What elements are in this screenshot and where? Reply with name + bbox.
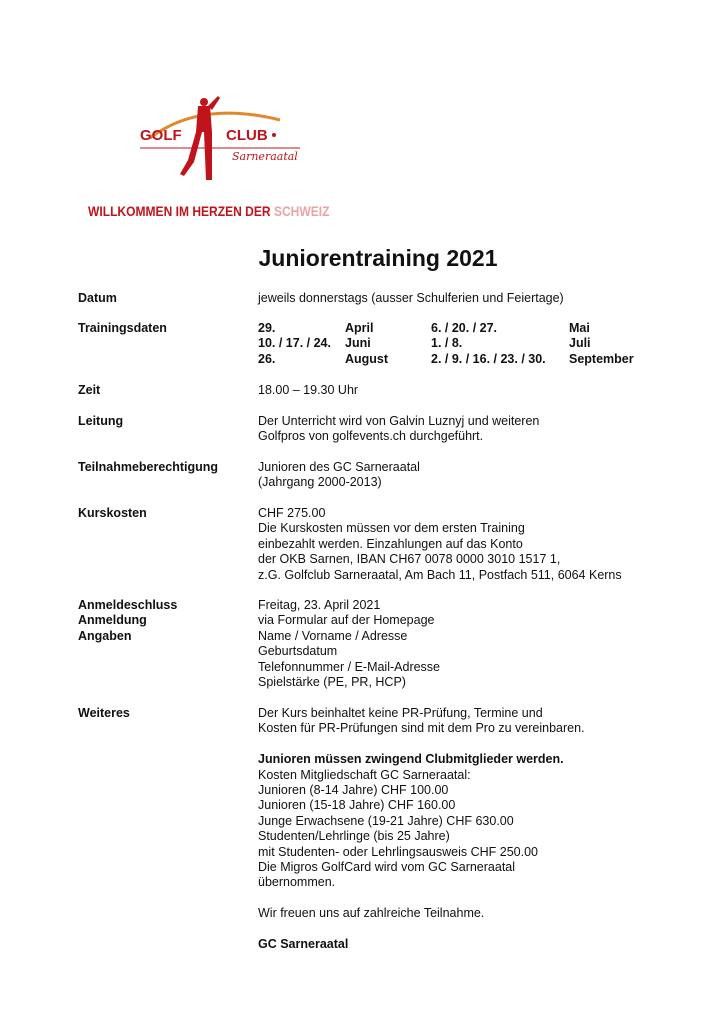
teilnahme-label: Teilnahmeberechtigung: [78, 460, 219, 474]
text-line: Kosten für PR-Prüfungen sind mit dem Pro zu vereinbaren.: [258, 721, 585, 736]
text-line: CHF 275.00: [258, 506, 326, 520]
date-days: 29.: [258, 321, 276, 335]
golf-club-logo: [140, 92, 310, 192]
svg-text:GOLF: GOLF: [140, 127, 182, 144]
text-line: einbezahlt werden. Einzahlungen auf das Konto: [258, 536, 523, 551]
text-line: Spielstärke (PE, PR, HCP): [258, 675, 406, 690]
date-days: 2. / 9. / 16. / 23. / 30.: [431, 351, 546, 366]
text-line: mit Studenten- oder Lehrlingsausweis CHF 250.00: [258, 844, 539, 859]
text-line: Der Kurs beinhaltet keine PR-Prüfung, Termine und: [258, 706, 543, 720]
anmeldeschluss-label: Anmeldeschluss: [78, 598, 178, 612]
weiteres-label: Weiteres: [78, 706, 130, 720]
spacer: [258, 737, 585, 752]
zeit-value: 18.00 – 19.30 Uhr: [258, 383, 359, 397]
text-line: übernommen.: [258, 875, 336, 890]
date-days: 6. / 20. / 27.: [431, 321, 498, 335]
svg-text:Sarneraatal: Sarneraatal: [232, 150, 298, 163]
text-line: Kosten Mitgliedschaft GC Sarneraatal:: [258, 767, 471, 782]
text-line: Die Migros GolfCard wird vom GC Sarneraatal: [258, 860, 516, 875]
date-month: Mai: [569, 321, 590, 335]
text-line: Geburtsdatum: [258, 644, 338, 659]
text-line: via Formular auf der Homepage: [258, 613, 435, 628]
date-month: Juni: [345, 336, 371, 351]
tagline-fade: SCHWEIZ: [273, 203, 330, 219]
anmeldung-label: Anmeldung: [78, 613, 147, 628]
text-line: Junioren (8-14 Jahre) CHF 100.00: [258, 783, 449, 798]
text-line: Die Kurskosten müssen vor dem ersten Training: [258, 521, 525, 536]
tagline: [88, 203, 329, 219]
text-line: Golfpros von golfevents.ch durchgeführt.: [258, 429, 484, 444]
tagline-main: WILLKOMMEN IM HERZEN DER: [88, 203, 274, 219]
text-line: der OKB Sarnen, IBAN CH67 0078 0000 3010 1517 1,: [258, 552, 561, 567]
spacer: [258, 922, 585, 937]
weiteres-value: [258, 706, 585, 952]
kurskosten-value: [258, 506, 622, 583]
teilnahme-value: [258, 460, 420, 491]
spacer: [258, 891, 585, 906]
trainingsdaten-label: Trainingsdaten: [78, 321, 167, 335]
date-month: August: [345, 351, 389, 366]
mitglied-heading: Junioren müssen zwingend Clubmitglieder werden.: [258, 752, 564, 767]
text-line: Der Unterricht wird von Galvin Luznyj und weiteren: [258, 414, 540, 428]
date-days: 10. / 17. / 24.: [258, 336, 331, 351]
date-days: 26.: [258, 351, 276, 366]
text-line: Junge Erwachsene (19-21 Jahre) CHF 630.00: [258, 813, 514, 828]
leitung-label: Leitung: [78, 414, 124, 428]
datum-label: Datum: [78, 291, 117, 305]
leitung-value: [258, 414, 539, 445]
date-month: September: [569, 351, 634, 366]
date-days: 1. / 8.: [431, 336, 463, 351]
angaben-label: Angaben: [78, 628, 132, 643]
text-line: Freitag, 23. April 2021: [258, 598, 381, 612]
zeit-label: Zeit: [78, 383, 101, 397]
text-line: Telefonnummer / E-Mail-Adresse: [258, 659, 441, 674]
date-month: Juli: [569, 336, 591, 351]
text-line: Junioren (15-18 Jahre) CHF 160.00: [258, 798, 456, 813]
text-line: (Jahrgang 2000-2013): [258, 475, 382, 490]
anmeldung-labels: [78, 598, 177, 644]
date-month: April: [345, 321, 374, 335]
kurskosten-label: Kurskosten: [78, 506, 147, 520]
svg-text:CLUB: CLUB: [226, 127, 268, 144]
datum-value: jeweils donnerstags (ausser Schulferien und Feiertage): [258, 291, 564, 305]
text-line: Junioren des GC Sarneraatal: [258, 460, 420, 474]
text-line: Name / Vorname / Adresse: [258, 628, 408, 643]
text-line: z.G. Golfclub Sarneraatal, Am Bach 11, Postfach 511, 6064 Kerns: [258, 567, 622, 582]
anmeldung-value: [258, 598, 440, 690]
page-title: Juniorentraining 2021: [258, 245, 498, 271]
closing-line: Wir freuen uns auf zahlreiche Teilnahme.: [258, 906, 485, 921]
text-line: Studenten/Lehrlinge (bis 25 Jahre): [258, 829, 450, 844]
signature: GC Sarneraatal: [258, 937, 349, 952]
